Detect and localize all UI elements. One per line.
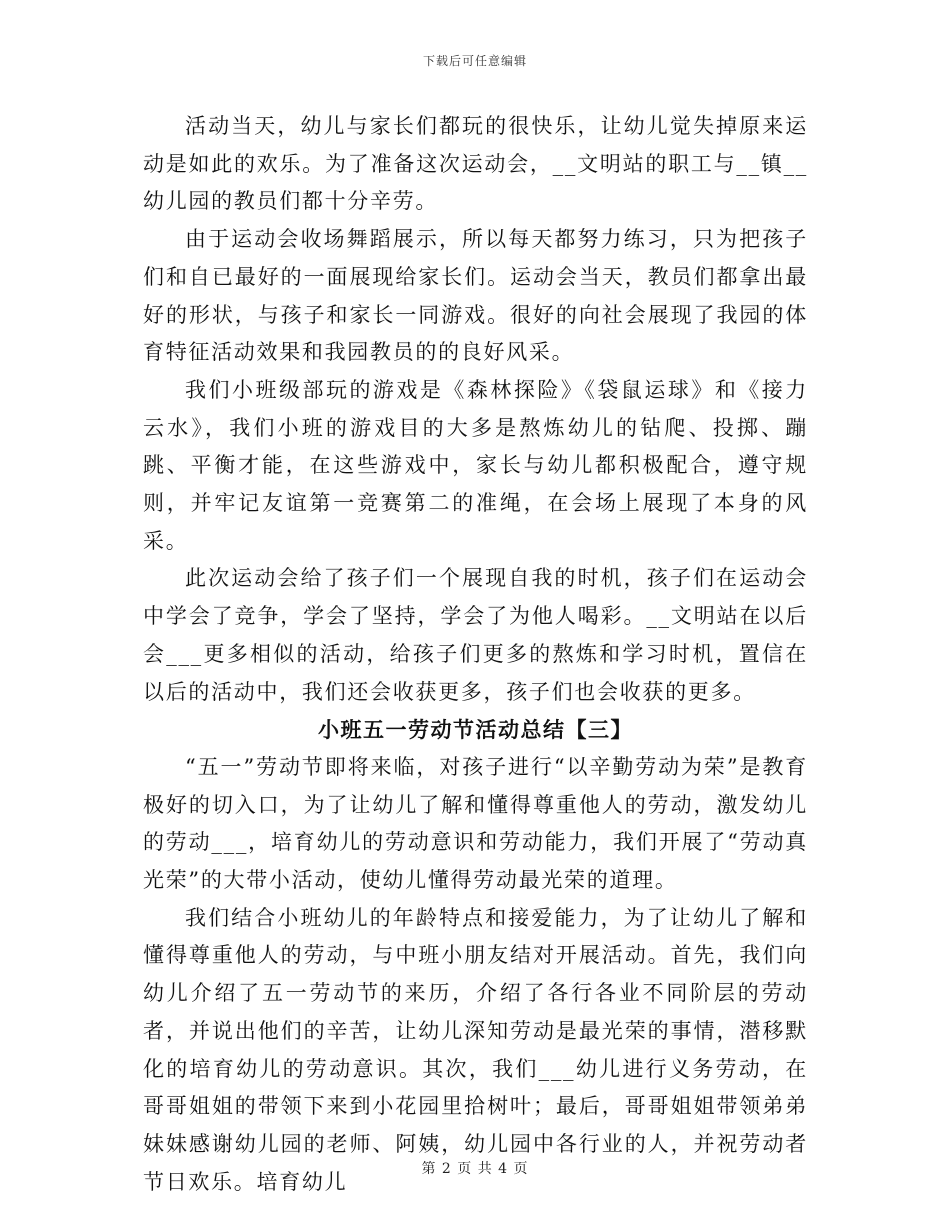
paragraph-activity-day: 活动当天，幼儿与家长们都玩的很快乐，让幼儿觉失掉原来运动是如此的欢乐。为了准备这次运动会，__文明站的职工与__镇__幼儿园的教员们都十分辛劳。 bbox=[143, 114, 808, 214]
section-title: 小班五一劳动节活动总结【三】 bbox=[318, 717, 633, 743]
paragraph-dance-practice: 由于运动会收场舞蹈展示，所以每天都努力练习，只为把孩子们和自已最好的一面展现给家长们。运动会当天，教员们都拿出最好的形状，与孩子和家长一同游戏。很好的向社会展现了我园的体育特征活动效果和我园教员的的良好风采。 bbox=[143, 227, 808, 365]
paragraph-labor-day-intro: “五一”劳动节即将来临，对孩子进行“以辛勤劳动为荣”是教育极好的切入口，为了让幼儿了解和懂得尊重他人的劳动，激发幼儿的劳动___，培育幼儿的劳动意识和劳动能力，我们开展了“劳动真光荣”的大带小活动，使幼儿懂得劳动最光荣的道理。 bbox=[143, 754, 808, 893]
paragraph-games: 我们小班级部玩的游戏是《森林探险》《袋鼠运球》和《接力云水》，我们小班的游戏目的大多是熬炼幼儿的钻爬、投掷、蹦跳、平衡才能，在这些游戏中，家长与幼儿都积极配合，遵守规则，并牢记友谊第一竞赛第二的准绳，在会场上展现了本身的风采。 bbox=[143, 377, 808, 553]
page-number-footer: 第 2 页 共 4 页 bbox=[421, 1161, 529, 1177]
paragraph-summary: 此次运动会给了孩子们一个展现自我的时机，孩子们在运动会中学会了竞争，学会了坚持，学会了为他人喝彩。__文明站在以后会___更多相似的活动，给孩子们更多的熬炼和学习时机，置信在以后的活动中，我们还会收获更多，孩子们也会收获的更多。 bbox=[143, 566, 808, 704]
document-body bbox=[143, 108, 808, 1201]
page-header-note: 下载后可任意编辑 bbox=[422, 54, 527, 68]
paragraph-labor-day-activities: 我们结合小班幼儿的年龄特点和接爱能力，为了让幼儿了解和懂得尊重他人的劳动，与中班小朋友结对开展活动。首先，我们向幼儿介绍了五一劳动节的来历，介绍了各行各业不同阶层的劳动者，并说出他们的辛苦，让幼儿深知劳动是最光荣的事情，潜移默化的培育幼儿的劳动意识。其次，我们___幼儿进行义务劳动，在哥哥姐姐的带领下来到小花园里拾树叶；最后，哥哥姐姐带领弟弟妹妹感谢幼儿园的老师、阿姨，幼儿园中各行业的人，并祝劳动者节日欢乐。培育幼儿 bbox=[143, 905, 808, 1194]
